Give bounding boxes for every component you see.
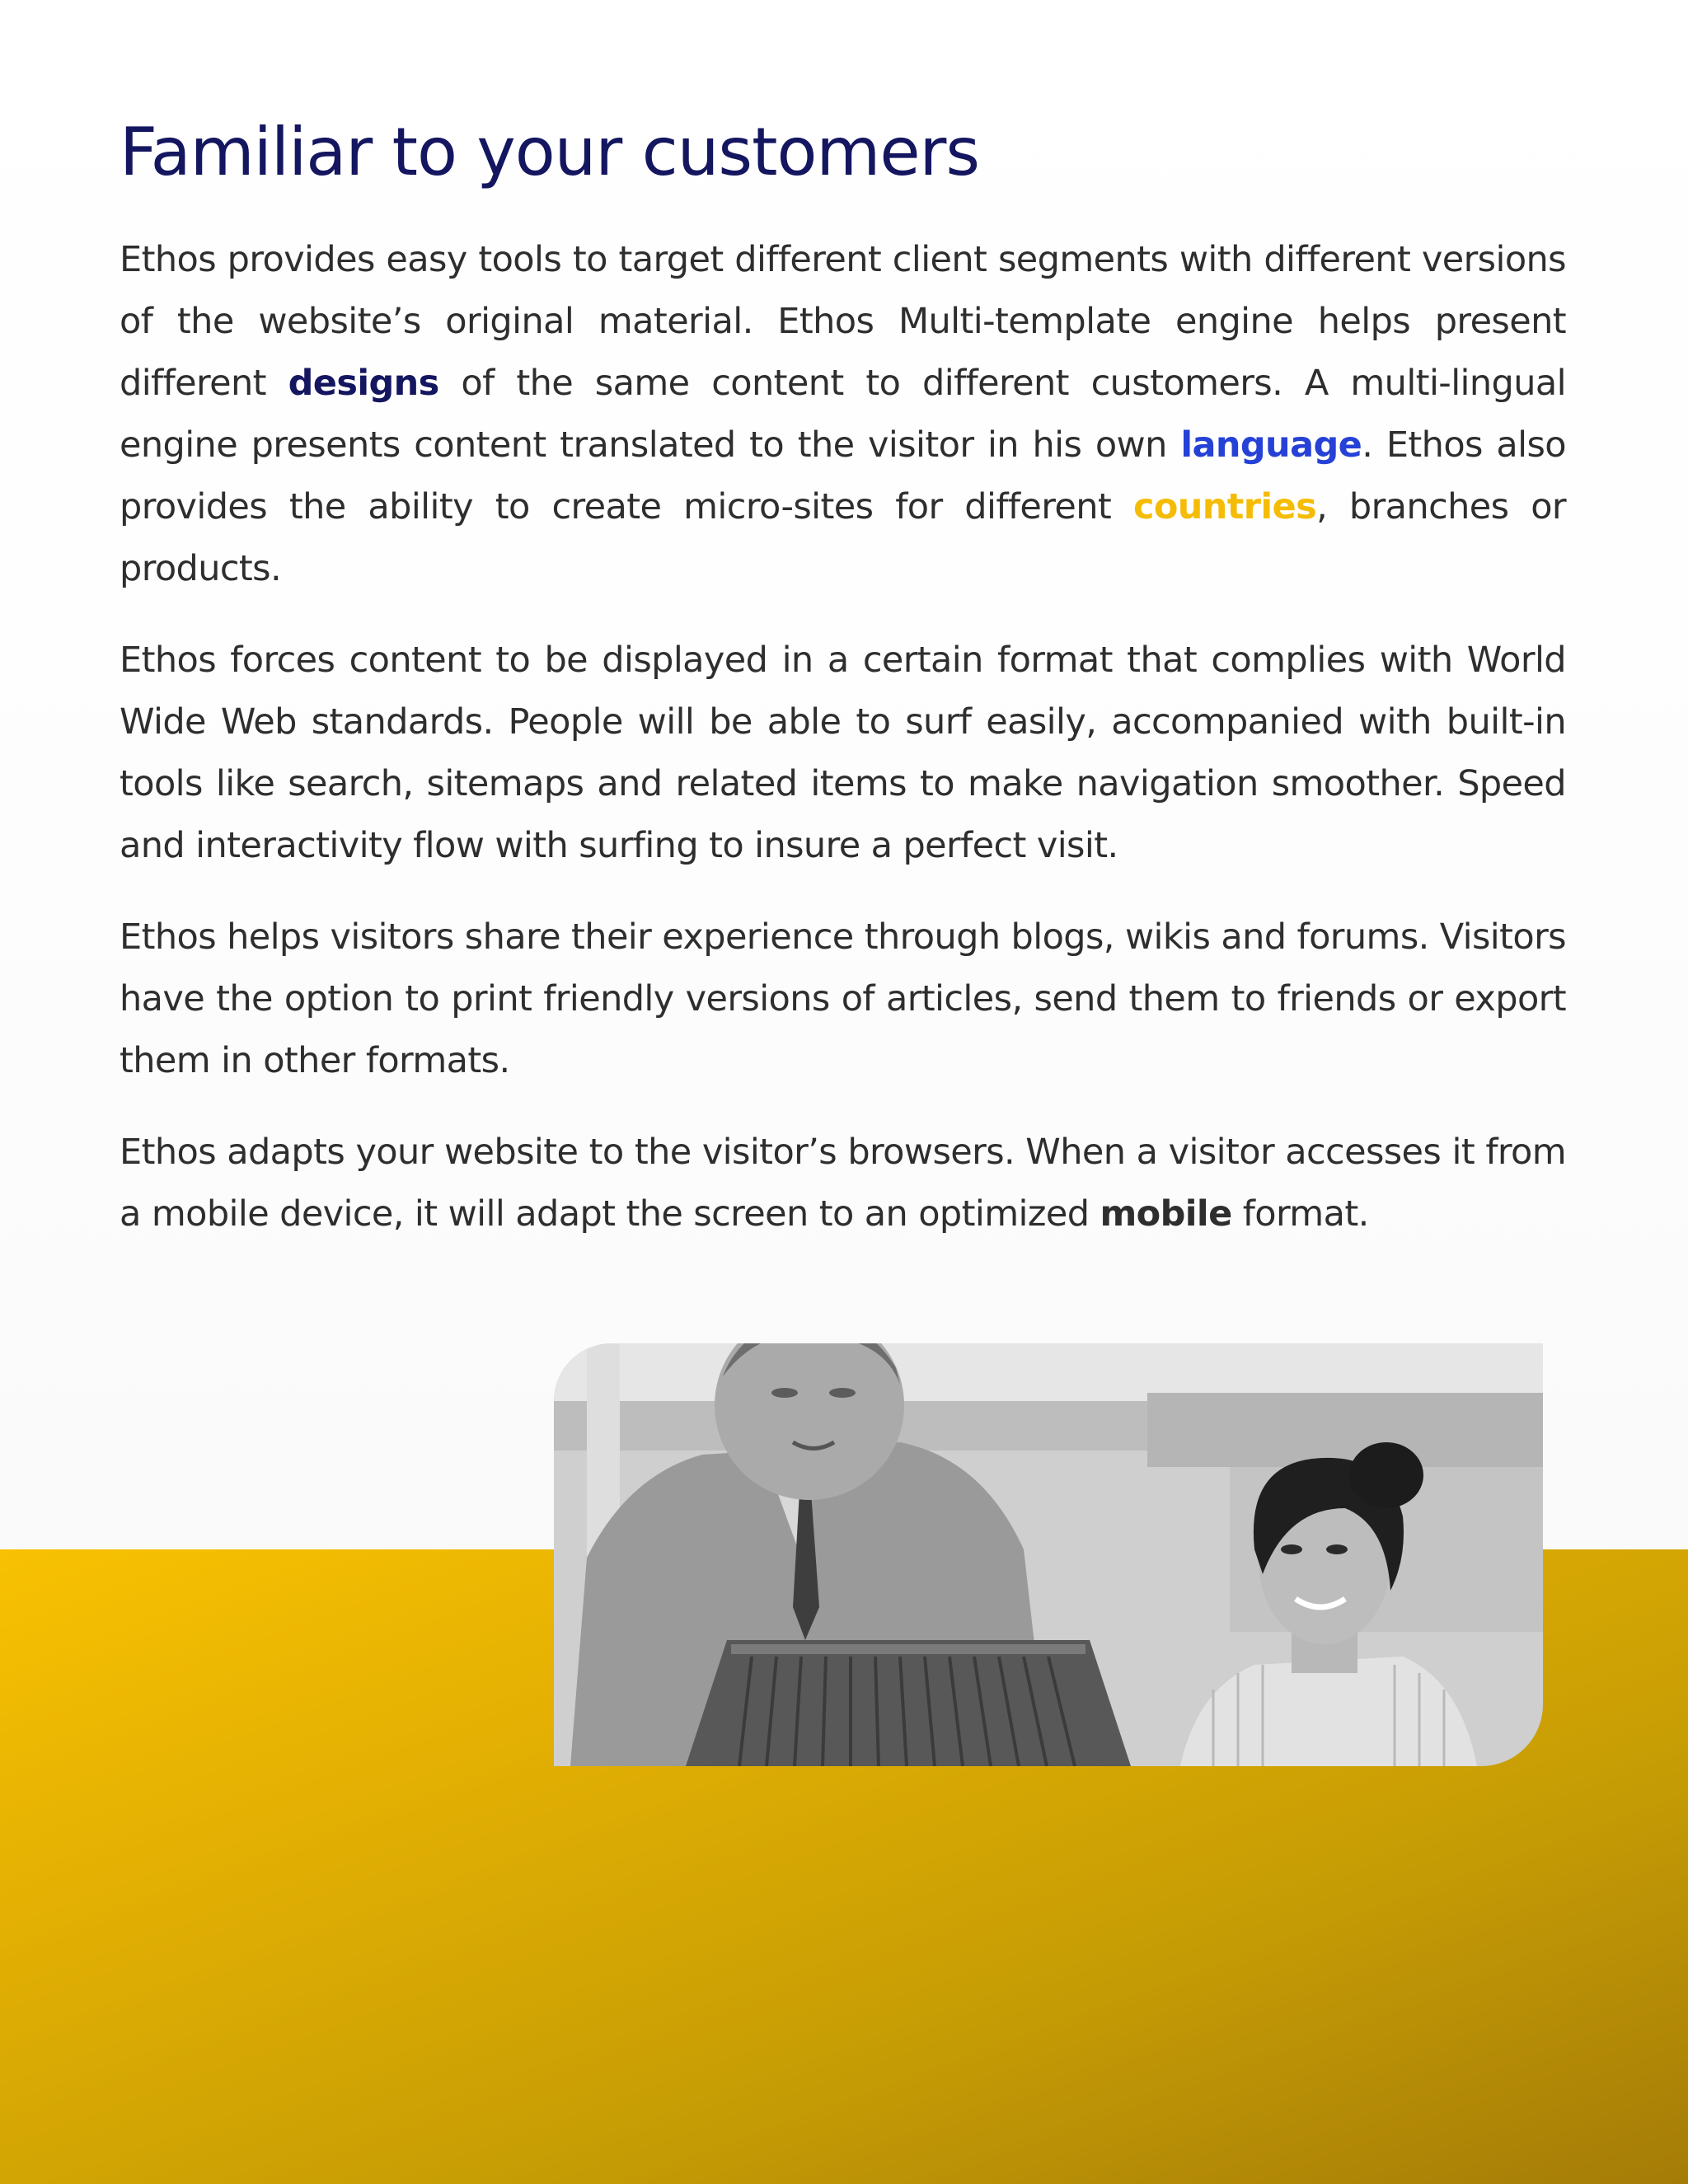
highlight-mobile: mobile <box>1100 1193 1232 1235</box>
page-title: Familiar to your customers <box>120 114 980 190</box>
paragraph-1-text-c: . Ethos also provides the ability to create micro-sites for different <box>120 424 1566 527</box>
paragraph-4-text-b: format. <box>1231 1193 1369 1235</box>
paragraph-3: Ethos helps visitors share their experience through blogs, wikis and forums. Visitors have the option to print friendly versions of articles, send them to friends or export them in other formats. <box>120 916 1566 1081</box>
office-photo <box>554 1343 1543 1766</box>
paragraph-4-text-a: Ethos adapts your website to the visitor’s browsers. When a visitor accesses it from a mobile device, it will adapt the screen to an optimized <box>120 1132 1566 1235</box>
paragraph-4 <box>120 1122 1566 1245</box>
paragraph-1-text-b: of the same content to different customers. A multi-lingual engine presents content translated to the visitor in his own <box>120 363 1566 466</box>
paragraph-1-text-a: Ethos provides easy tools to target different client segments with different versions of the website’s original material. Ethos Multi-template engine helps present different <box>120 239 1566 404</box>
highlight-designs: designs <box>288 363 439 404</box>
paragraph-1-text-d: , branches or products. <box>120 486 1566 589</box>
highlight-language: language <box>1180 424 1362 466</box>
highlight-countries: countries <box>1132 486 1317 527</box>
paragraph-2: Ethos forces content to be displayed in a certain format that complies with World Wide Web standards. People will be able to surf easily, accompanied with built-in tools like search, sitemaps and related items to make navigation smoother. Speed and interactivity flow with surfing to insure a perfect visit. <box>120 640 1566 866</box>
main-content <box>120 107 1566 1245</box>
paragraph-1 <box>120 229 1566 600</box>
